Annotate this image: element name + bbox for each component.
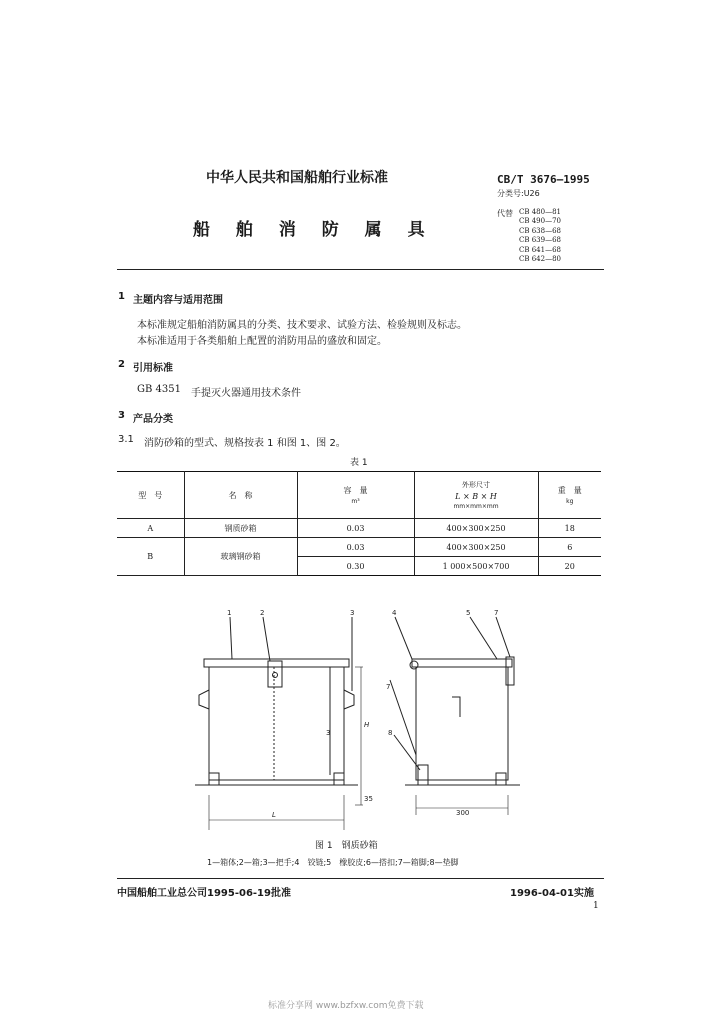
callout-8: 8 — [388, 729, 393, 737]
side-foot — [418, 765, 428, 785]
footer-divider — [117, 878, 604, 879]
figure-legend: 1—箱体;2—箱;3—把手;4 铰链;5 橡胶皮;6—搭扣;7—箱脚;8—垫脚 — [207, 858, 459, 867]
section-1-number: 1 — [118, 291, 125, 302]
header-divider — [117, 269, 604, 270]
header-capacity: 容 量 m³ — [297, 472, 414, 519]
reference-title: 手提灭火器通用技术条件 — [191, 388, 301, 399]
dimension-35: 35 — [364, 795, 373, 803]
hinge — [410, 661, 418, 669]
side-view — [386, 609, 520, 817]
reference-code: GB 4351 — [137, 384, 181, 395]
callout-3-inner: 3 — [326, 729, 331, 737]
cell-mass: 18 — [538, 519, 601, 538]
front-view — [195, 609, 373, 830]
section-3-1-number: 3.1 — [118, 434, 134, 445]
section-1-paragraph: 本标准适用于各类船舶上配置的消防用品的盛放和固定。 — [137, 336, 387, 347]
right-handle — [344, 690, 354, 709]
section-3-number: 3 — [118, 410, 125, 421]
callout-7-side: 7 — [386, 683, 391, 691]
cell-mass: 20 — [538, 557, 601, 576]
watermark: 标准分享网 www.bzfxw.com免费下载 — [268, 1001, 424, 1011]
cell-name: 玻璃钢砂箱 — [184, 538, 297, 576]
table-caption: 表 1 — [350, 458, 368, 468]
cell-type: A — [117, 519, 184, 538]
cell-name: 钢质砂箱 — [184, 519, 297, 538]
cell-mass: 6 — [538, 538, 601, 557]
page-number: 1 — [593, 901, 599, 911]
section-1-title: 主题内容与适用范围 — [133, 295, 223, 306]
callout-5: 5 — [466, 609, 471, 617]
side-handle — [452, 697, 460, 717]
approval-info: 中国船舶工业总公司1995-06-19批准 — [117, 888, 291, 899]
cell-capacity: 0.30 — [297, 557, 414, 576]
hasp — [268, 661, 282, 687]
header-dimensions: 外形尺寸 L × B × H mm×mm×mm — [414, 472, 538, 519]
dimension-h: H — [364, 721, 370, 729]
callout-7: 7 — [494, 609, 499, 617]
section-2-title: 引用标准 — [133, 363, 173, 374]
cell-dimensions: 400×300×250 — [414, 538, 538, 557]
replaced-standard: CB 642—80 — [519, 255, 561, 264]
replaced-standard: CB 480—81 — [519, 208, 561, 216]
section-1-paragraph: 本标准规定船舶消防属具的分类、技术要求、试验方法、检验规则及标志。 — [137, 320, 467, 331]
header-type: 型 号 — [117, 472, 184, 519]
figure-caption: 图 1 钢质砂箱 — [315, 841, 378, 851]
dimension-300: 300 — [456, 809, 470, 817]
callout-2: 2 — [260, 609, 265, 617]
figure-steel-sand-box — [0, 605, 725, 865]
left-handle — [199, 690, 209, 709]
replaced-standard: CB 639—68 — [519, 236, 561, 245]
section-3-title: 产品分类 — [133, 414, 173, 425]
header-name: 名 称 — [184, 472, 297, 519]
table-row — [117, 538, 601, 557]
side-foot — [496, 773, 506, 785]
header-mass: 重 量 kg — [538, 472, 601, 519]
standard-code: CB/T 3676—1995 — [497, 173, 590, 186]
table-header-row — [117, 472, 601, 519]
replaces-label: 代替 — [497, 209, 513, 218]
side-lid — [412, 659, 512, 667]
document-title: 船 舶 消 防 属 具 — [193, 220, 435, 240]
cell-capacity: 0.03 — [297, 538, 414, 557]
foot — [334, 773, 344, 785]
replaced-standard: CB 641—68 — [519, 245, 561, 254]
classification-code: 分类号:U26 — [497, 189, 540, 198]
callout-4: 4 — [392, 609, 397, 617]
replaces-list — [519, 208, 561, 264]
section-3-1-text: 消防砂箱的型式、规格按表 1 和图 1、图 2。 — [144, 438, 346, 449]
replaced-standard: CB 490—70 — [519, 217, 561, 226]
implementation-date: 1996-04-01实施 — [510, 888, 594, 899]
callout-1: 1 — [227, 609, 232, 617]
cell-dimensions: 400×300×250 — [414, 519, 538, 538]
front-lid — [204, 659, 349, 667]
table-row — [117, 519, 601, 538]
spec-table — [117, 471, 601, 576]
side-hasp — [506, 657, 514, 685]
cell-dimensions: 1 000×500×700 — [414, 557, 538, 576]
cell-type: B — [117, 538, 184, 576]
side-body — [416, 667, 508, 780]
industry-standard-title: 中华人民共和国船舶行业标准 — [206, 170, 388, 186]
foot — [209, 773, 219, 785]
callout-3: 3 — [350, 609, 355, 617]
cell-capacity: 0.03 — [297, 519, 414, 538]
dimension-l: L — [272, 811, 276, 819]
replaced-standard: CB 638—68 — [519, 226, 561, 235]
front-body — [209, 667, 344, 780]
section-2-number: 2 — [118, 359, 125, 370]
